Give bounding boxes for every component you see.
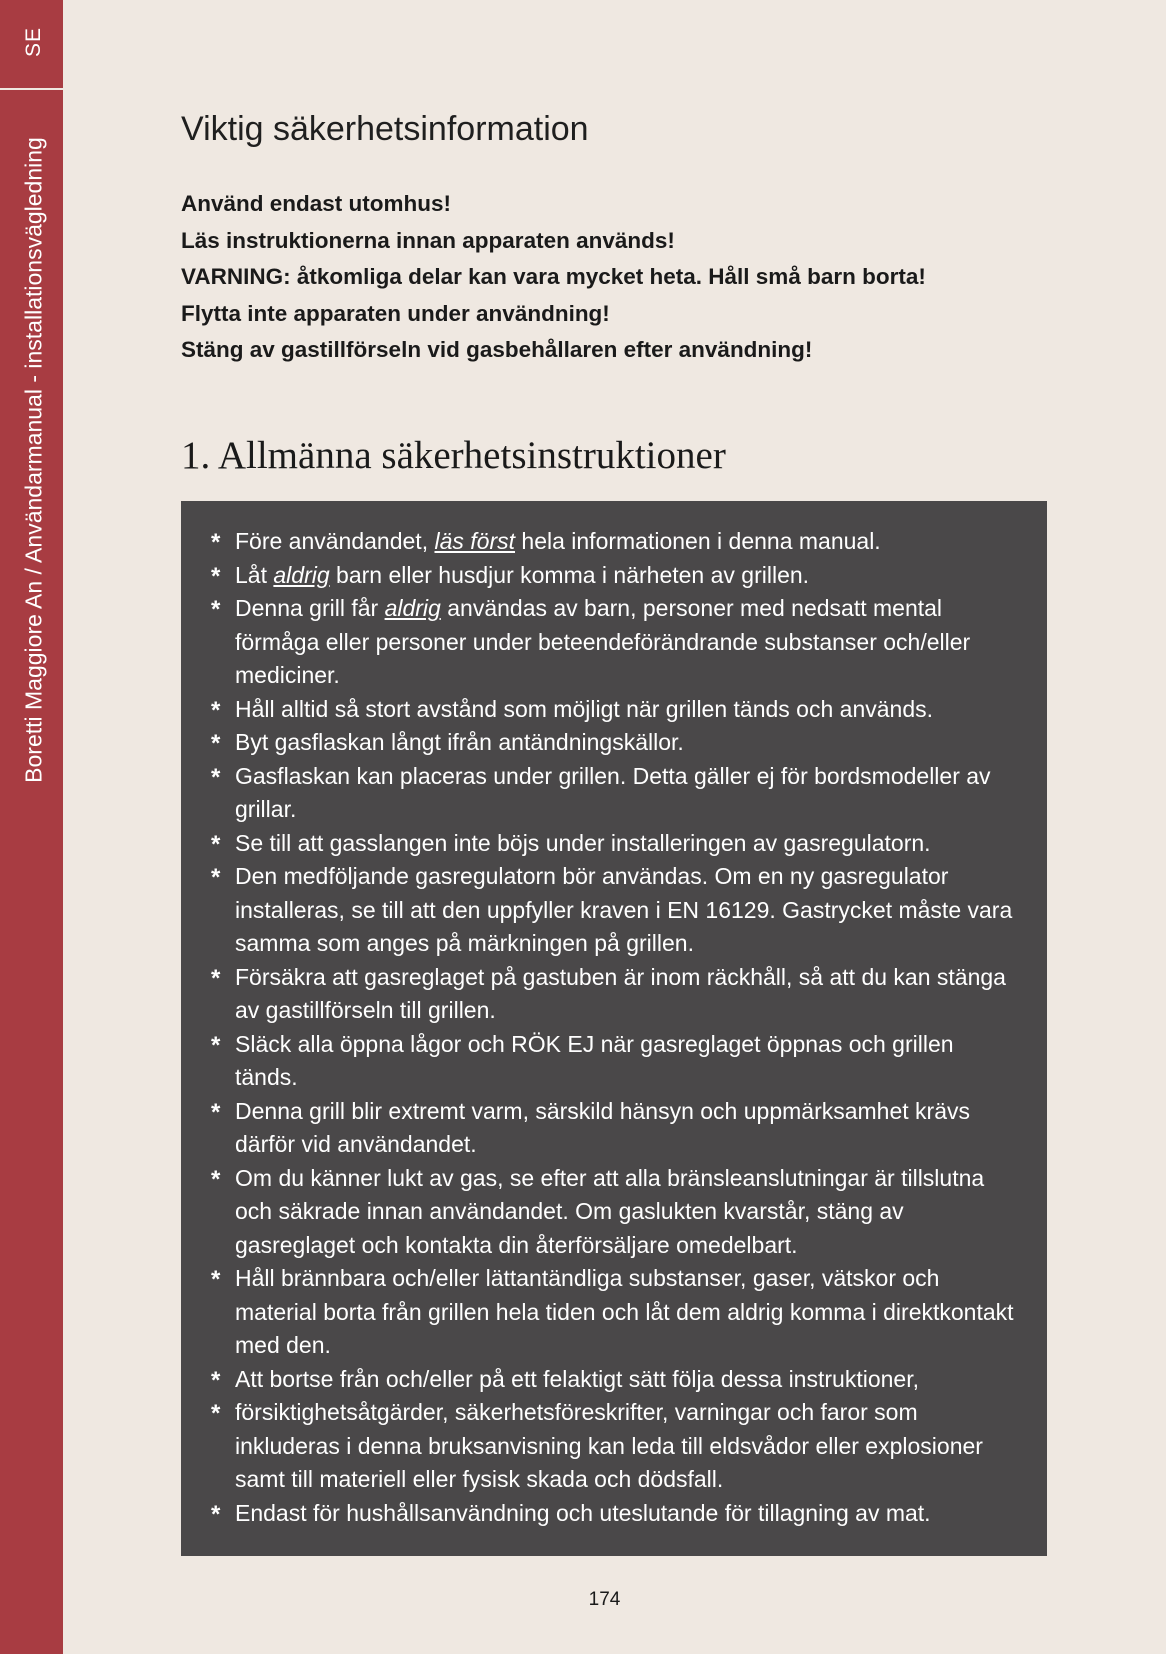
instruction-item (211, 961, 1017, 1028)
instruction-item (211, 827, 1017, 861)
bullet-icon: * (211, 1400, 221, 1427)
instruction-item (211, 559, 1017, 593)
instruction-text: Försäkra att gasreglaget på gastuben är inom räckhåll, så att du kan stänga av gastillförseln till grillen. (235, 963, 1006, 1023)
bullet-icon: * (211, 1366, 221, 1394)
bullet-icon: * (211, 1031, 221, 1059)
instruction-text: försiktighetsåtgärder, säkerhetsföreskrifter, varningar och faror som inkluderas i denna bruksanvisning kan leda till eldsvådor eller explosioner samt till materiell eller fysisk skada och dödsfall. (235, 1399, 983, 1492)
page-title: Viktig säkerhetsinformation (181, 110, 589, 148)
bullet-icon: * (211, 696, 221, 724)
bullet-icon: * (211, 529, 221, 556)
instruction-item (211, 860, 1017, 961)
instruction-item (211, 1363, 1017, 1397)
page-number: 174 (588, 1589, 621, 1610)
instruction-item (211, 1262, 1017, 1363)
bullet-icon: * (211, 964, 221, 992)
warning-item: Stäng av gastillförseln vid gasbehållaren efter användning! (181, 337, 813, 362)
warning-item: Läs instruktionerna innan apparaten används! (181, 227, 675, 253)
instruction-text: Släck alla öppna lågor och RÖK EJ när gasreglaget öppnas och grillen tänds. (235, 1030, 954, 1090)
warning-list (181, 186, 926, 369)
instruction-item (211, 1095, 1017, 1162)
instruction-text-continued: användas av barn, personer med nedsatt mental förmåga eller personer under beteendeförändrande substanser och/eller mediciner. (235, 595, 971, 688)
bullet-icon: * (211, 1098, 221, 1126)
instruction-text: Se till att gasslangen inte böjs under installeringen av gasregulatorn. (235, 829, 931, 856)
bullet-icon: * (211, 763, 221, 791)
instruction-emphasis: läs först (434, 528, 516, 554)
instruction-emphasis: aldrig (384, 595, 441, 621)
bullet-icon: * (211, 1266, 221, 1293)
manual-title: Boretti Maggiore An / Användarmanual - installationsvägledning (20, 137, 47, 783)
bullet-icon: * (211, 864, 221, 891)
language-code: SE (22, 26, 45, 58)
instruction-text: Att bortse från och/eller på ett felaktigt sätt följa dessa instruktioner, (235, 1365, 919, 1392)
bullet-icon: * (211, 562, 221, 590)
instruction-text-continued: barn eller husdjur komma i närheten av grillen. (329, 561, 810, 588)
instruction-item (211, 1162, 1017, 1263)
bullet-icon: * (211, 830, 221, 858)
language-tab (0, 0, 63, 90)
bullet-icon: * (211, 1165, 221, 1193)
instructions-list (211, 525, 1017, 1530)
instruction-text: Den medföljande gasregulatorn bör användas. Om en ny gasregulator installeras, se till att den uppfyller kraven i EN 16129. Gastrycket måste vara samma som anges på märkningen på grillen. (235, 863, 1013, 956)
warning-item: Flytta inte apparaten under användning! (181, 300, 610, 326)
bullet-icon: * (211, 1500, 221, 1528)
instruction-text: Om du känner lukt av gas, se efter att alla bränsleanslutningar är tillslutna och säkrade innan användandet. Om gaslukten kvarstår, stäng av gasreglaget och kontakta din återförsäljare omedelbart. (235, 1164, 985, 1258)
sidebar (0, 0, 63, 1654)
instruction-text: Håll brännbara och/eller lättantändliga substanser, gaser, vätskor och material borta från grillen hela tiden och låt dem aldrig komma i direktkontakt med den. (235, 1265, 1014, 1358)
instruction-item (211, 726, 1017, 760)
instruction-emphasis: aldrig (273, 561, 330, 588)
instruction-item (211, 1028, 1017, 1095)
warning-item: VARNING: åtkomliga delar kan vara mycket heta. Håll små barn borta! (181, 264, 926, 289)
instruction-text: Endast för hushållsanvändning och uteslutande för tillagning av mat. (235, 1499, 931, 1526)
section-title: 1. Allmänna säkerhetsinstruktioner (181, 434, 726, 477)
bullet-icon: * (211, 730, 221, 757)
warning-item: Använd endast utomhus! (181, 191, 452, 216)
instruction-item (211, 592, 1017, 693)
instructions-box (181, 501, 1047, 1556)
instruction-item (211, 760, 1017, 827)
instruction-item (211, 1497, 1017, 1531)
instruction-text: Byt gasflaskan långt ifrån antändningskällor. (235, 729, 684, 755)
instruction-text: Gasflaskan kan placeras under grillen. Detta gäller ej för bordsmodeller av grillar. (235, 762, 991, 822)
instruction-text: Före användandet, (235, 528, 435, 554)
instruction-text: Håll alltid så stort avstånd som möjligt när grillen tänds och används. (235, 695, 934, 722)
instruction-item (211, 1396, 1017, 1497)
instruction-item (211, 525, 1017, 559)
instruction-text: Låt (235, 561, 274, 588)
instruction-text: Denna grill blir extremt varm, särskild hänsyn och uppmärksamhet krävs därför vid användandet. (235, 1097, 970, 1157)
bullet-icon: * (211, 596, 221, 623)
instruction-text: Denna grill får (235, 595, 385, 621)
instruction-item (211, 693, 1017, 727)
instruction-text-continued: hela informationen i denna manual. (515, 528, 881, 554)
